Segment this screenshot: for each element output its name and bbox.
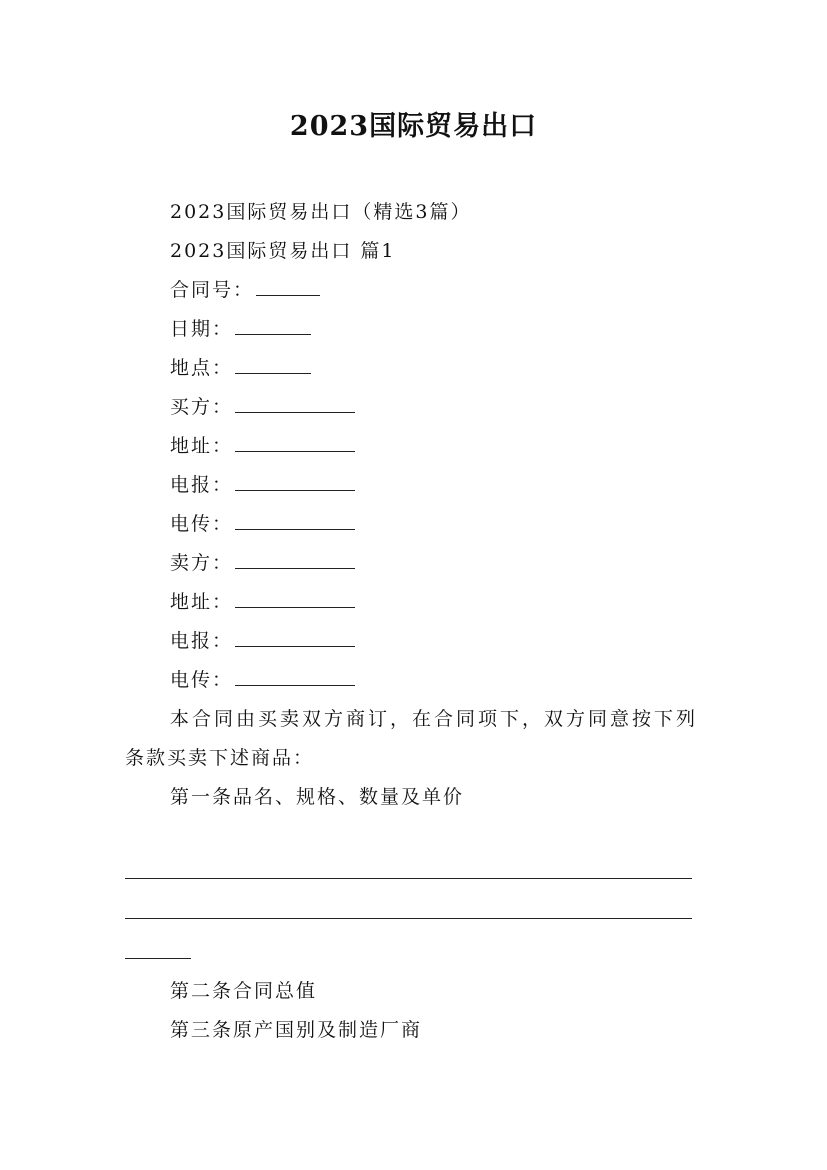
field-seller <box>170 550 355 576</box>
field-buyer-address <box>170 433 355 459</box>
field-buyer-telex <box>170 511 355 537</box>
document-title: 2023国际贸易出口 <box>289 111 538 142</box>
blank-line <box>235 472 355 491</box>
blank-line <box>235 316 311 335</box>
clause-3-heading: 第三条原产国别及制造厂商 <box>170 1019 423 1041</box>
blank-line <box>235 589 355 608</box>
field-seller-address <box>170 589 355 615</box>
blank-line <box>235 667 355 686</box>
blank-line <box>235 550 355 569</box>
field-seller-telex <box>170 667 355 693</box>
field-label: 地址： <box>170 591 234 613</box>
field-buyer <box>170 394 355 420</box>
blank-line <box>256 277 320 296</box>
field-label: 买方： <box>170 396 234 418</box>
intro-paragraph-line2: 条款买卖下述商品： <box>125 747 315 769</box>
field-label: 地点： <box>170 357 234 379</box>
blank-line <box>235 433 355 452</box>
blank-line <box>235 511 355 530</box>
field-label: 合同号： <box>170 279 255 301</box>
clause-2-heading: 第二条合同总值 <box>170 980 318 1002</box>
field-location <box>170 355 311 381</box>
field-date <box>170 316 311 342</box>
blank-rule-1 <box>125 878 692 879</box>
blank-rule-3 <box>125 958 191 959</box>
section-heading: 2023国际贸易出口 篇1 <box>170 240 396 262</box>
blank-line <box>235 628 355 647</box>
field-label: 电报： <box>170 474 234 496</box>
subtitle: 2023国际贸易出口（精选3篇） <box>170 201 472 223</box>
clause-1-heading: 第一条品名、规格、数量及单价 <box>170 786 465 808</box>
blank-line <box>235 394 355 413</box>
field-buyer-telegram <box>170 472 355 498</box>
blank-line <box>235 355 311 374</box>
field-label: 电传： <box>170 513 234 535</box>
field-label: 电传： <box>170 669 234 691</box>
field-label: 地址： <box>170 435 234 457</box>
intro-paragraph-line1: 本合同由买卖双方商订，在合同项下，双方同意按下列 <box>170 708 699 730</box>
field-seller-telegram <box>170 628 355 654</box>
field-label: 卖方： <box>170 552 234 574</box>
blank-rule-2 <box>125 918 692 919</box>
field-label: 日期： <box>170 318 234 340</box>
field-label: 电报： <box>170 630 234 652</box>
field-contract-number <box>170 277 320 303</box>
